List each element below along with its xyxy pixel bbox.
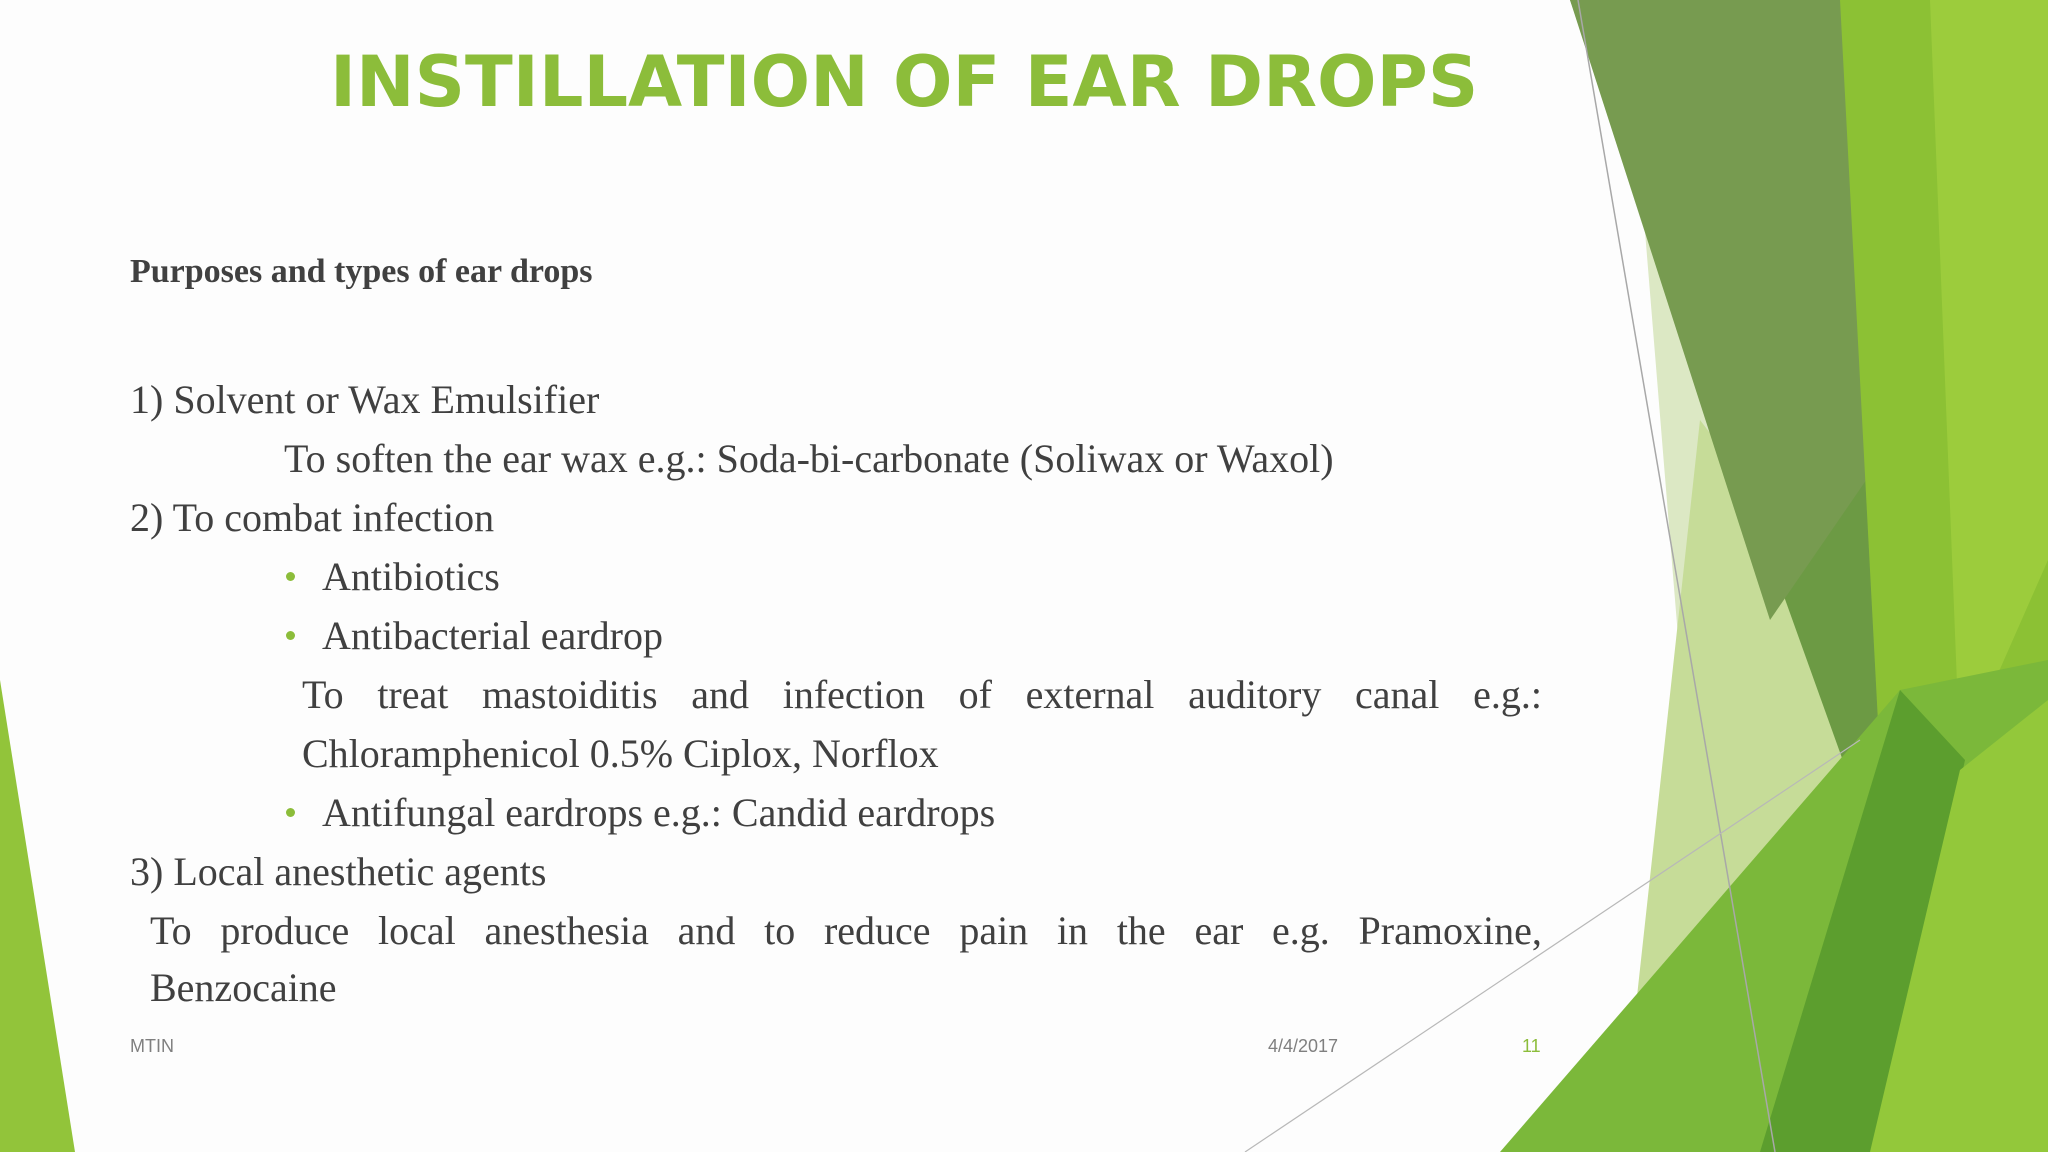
word: in <box>1056 908 1089 953</box>
footer-date: 4/4/2017 <box>1268 1036 1339 1056</box>
section-subtitle: Purposes and types of ear drops <box>130 253 593 290</box>
item-3-detail-line-1 <box>150 901 1542 960</box>
bullet-antibiotics: Antibiotics <box>322 554 500 599</box>
footer-left-text: MTIN <box>130 1036 174 1056</box>
word: external <box>1025 672 1155 717</box>
item-3-heading: 3) Local anesthetic agents <box>130 849 547 894</box>
word: To <box>150 908 192 953</box>
item-1-heading: 1) Solvent or Wax Emulsifier <box>130 377 600 422</box>
word: and <box>691 672 750 717</box>
word: To <box>302 672 344 717</box>
word: auditory <box>1188 672 1322 717</box>
bullet-antibacterial: Antibacterial eardrop <box>322 613 663 658</box>
word: to <box>764 908 796 953</box>
page-number: 11 <box>1522 1036 1541 1056</box>
slide-title: INSTILLATION OF EAR DROPS <box>330 41 1479 123</box>
item-3-detail-line-2: Benzocaine <box>150 965 337 1010</box>
bullet-dot <box>286 572 295 581</box>
word: produce <box>220 908 350 953</box>
bullet-antifungal: Antifungal eardrops e.g.: Candid eardrops <box>322 790 996 835</box>
bullet-dot <box>286 808 295 817</box>
word: Pramoxine, <box>1358 908 1542 953</box>
bullet-dot <box>286 631 295 640</box>
word: pain <box>959 908 1029 953</box>
word: anesthesia <box>484 908 649 953</box>
word: canal <box>1355 672 1440 717</box>
word: mastoiditis <box>482 672 658 717</box>
word: ear <box>1194 908 1244 953</box>
item-2-heading: 2) To combat infection <box>130 495 495 540</box>
antibacterial-detail-line-1 <box>302 665 1542 724</box>
word: local <box>377 908 456 953</box>
left-green-wedge <box>0 680 75 1152</box>
word: e.g. <box>1272 908 1330 953</box>
word: reduce <box>823 908 931 953</box>
word: treat <box>377 672 449 717</box>
word: the <box>1116 908 1166 953</box>
word: of <box>958 672 992 717</box>
item-1-detail: To soften the ear wax e.g.: Soda-bi-carbonate (Soliwax or Waxol) <box>284 436 1334 481</box>
word: e.g.: <box>1473 672 1542 717</box>
word: and <box>677 908 736 953</box>
antibacterial-detail-line-2: Chloramphenicol 0.5% Ciplox, Norflox <box>302 731 939 776</box>
word: infection <box>782 672 925 717</box>
